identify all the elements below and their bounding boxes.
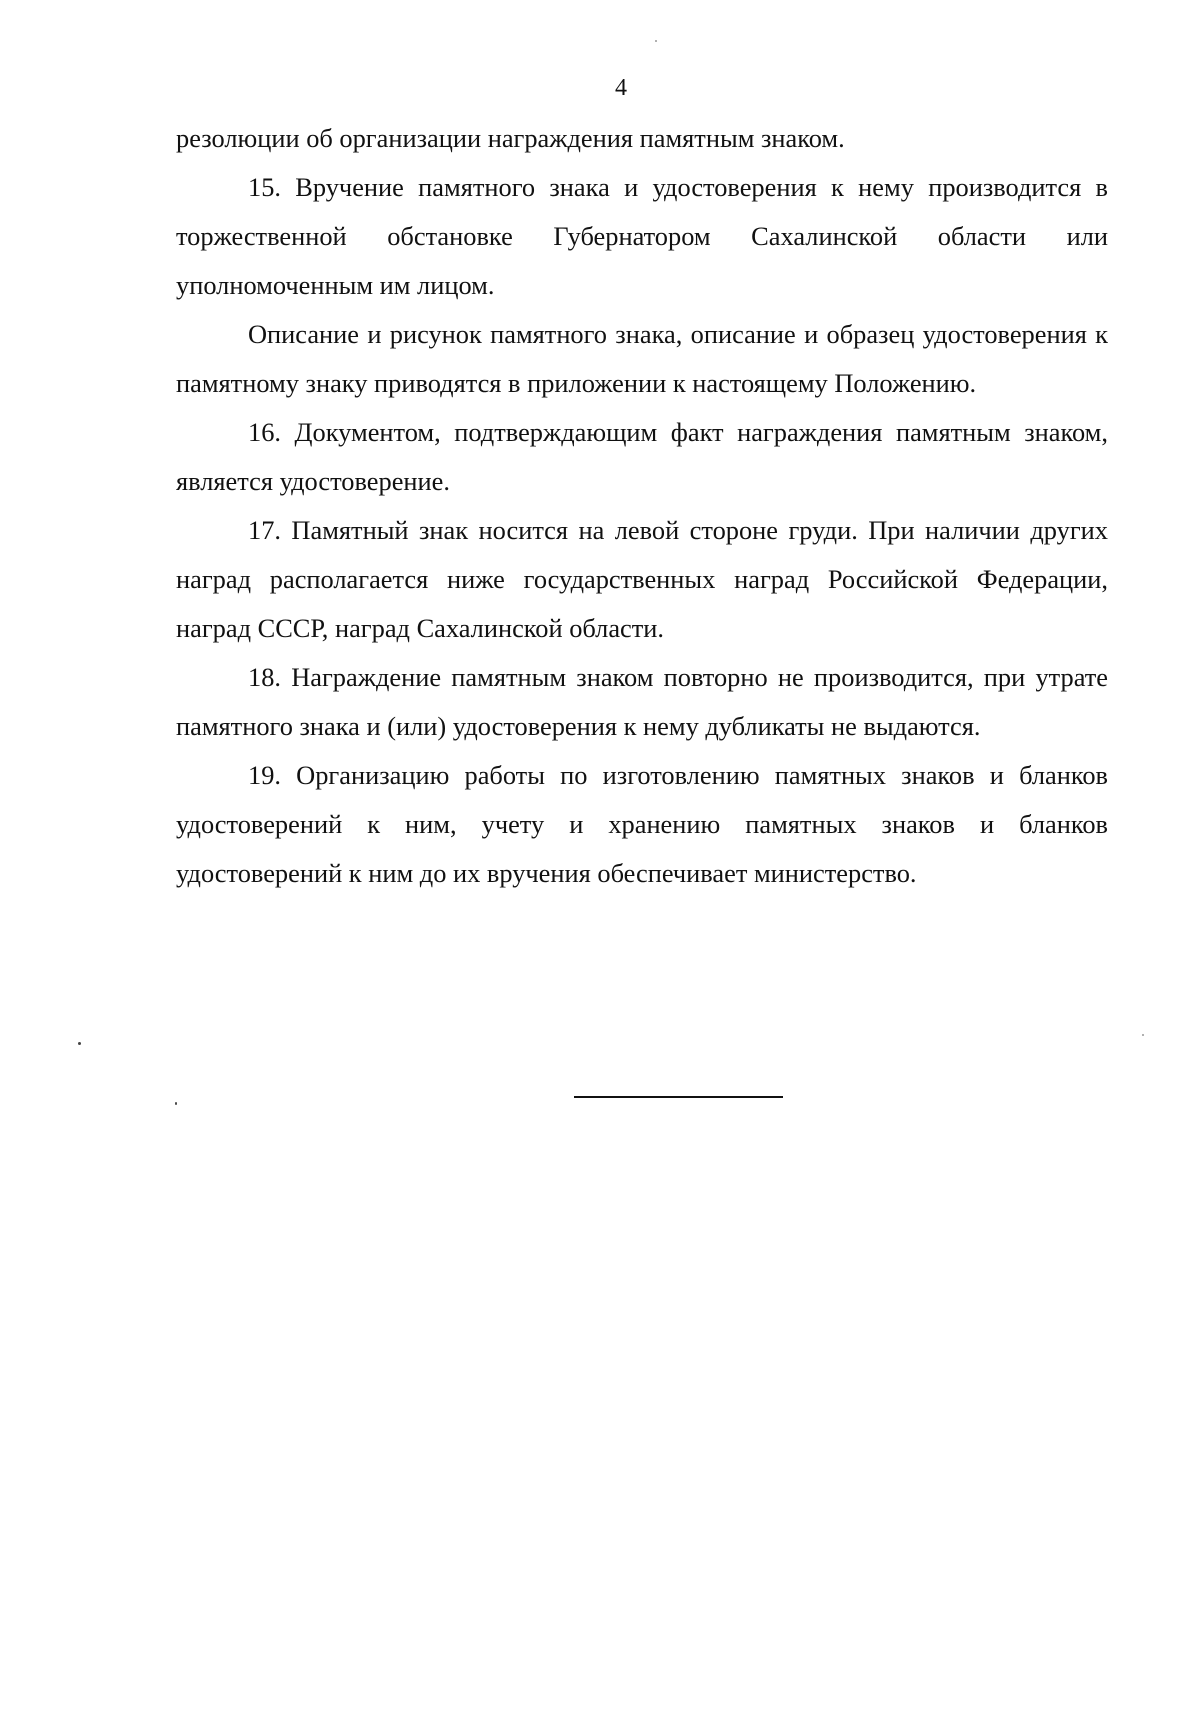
scan-speck — [78, 1042, 81, 1045]
paragraph-continuation: резолюции об организации награждения памятным знаком. — [176, 123, 845, 153]
end-of-document-rule — [574, 1096, 783, 1098]
scan-speck — [1142, 1034, 1144, 1036]
page-number: 4 — [615, 75, 627, 101]
paragraph-18: 18. Награждение памятным знаком повторно не производится, при утрате памятного знака и (или) удостоверения к нему дубликаты не выдаются. — [176, 662, 1108, 741]
paragraph-17: 17. Памятный знак носится на левой стороне груди. При наличии других наград располагается ниже государственных наград Российской Федерации, наград СССР, наград Сахалинской области. — [176, 515, 1108, 643]
paragraph-description: Описание и рисунок памятного знака, описание и образец удостоверения к памятному знаку приводятся в приложении к настоящему Положению. — [176, 319, 1108, 398]
document-body — [176, 114, 1108, 898]
scan-speck — [175, 1102, 177, 1105]
paragraph-19: 19. Организацию работы по изготовлению памятных знаков и бланков удостоверений к ним, учету и хранению памятных знаков и бланков удостоверений к ним до их вручения обеспечивает министерство. — [176, 760, 1108, 888]
paragraph-15: 15. Вручение памятного знака и удостоверения к нему производится в торжественной обстановке Губернатором Сахалинской области или уполномоченным им лицом. — [176, 172, 1108, 300]
scan-speck — [655, 40, 657, 42]
paragraph-16: 16. Документом, подтверждающим факт награждения памятным знаком, является удостоверение. — [176, 417, 1108, 496]
